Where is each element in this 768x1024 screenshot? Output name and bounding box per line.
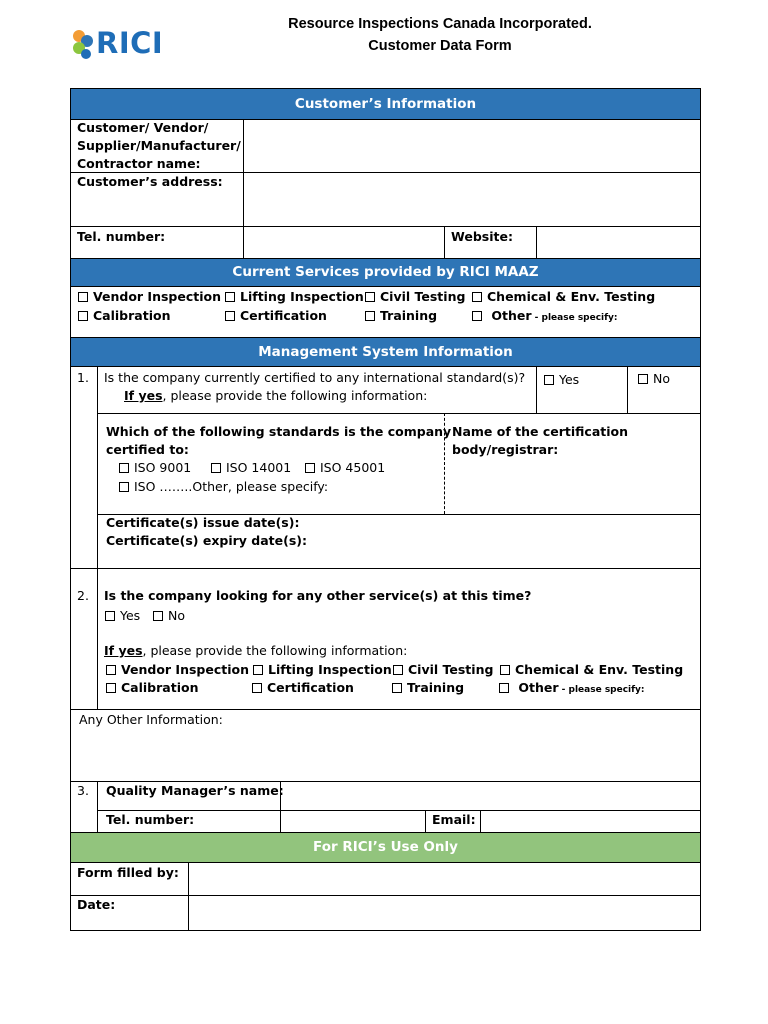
form-title: Customer Data Form [368,38,512,54]
checkbox-icon[interactable] [253,665,263,675]
q2-service-lifting-inspection[interactable]: Lifting Inspection [253,661,392,679]
q2-question: Is the company looking for any other service(s) at this time? [104,588,532,603]
service-other[interactable]: Other - please specify: [472,307,618,327]
rici-emblem-icon [70,28,98,62]
q1-no-option[interactable]: No [638,370,670,388]
office-use-header: For RICI’s Use Only [70,832,701,863]
customer-address-field[interactable] [244,173,700,226]
quality-manager-email-label: Email: [432,812,476,827]
checkbox-icon[interactable] [225,311,235,321]
service-certification[interactable]: Certification [225,307,327,325]
service-training[interactable]: Training [365,307,437,325]
tel-number-field[interactable] [244,227,444,258]
checkbox-icon[interactable] [472,311,482,321]
checkbox-icon[interactable] [78,311,88,321]
website-field[interactable] [537,227,700,258]
form-filled-by-field[interactable] [189,864,700,895]
quality-manager-email-field[interactable] [481,811,700,832]
q2-if-yes: If yes, please provide the following information: [104,643,408,658]
management-header: Management System Information [70,337,701,367]
q2-yes-option[interactable]: Yes [105,607,140,625]
service-chemical-env-testing[interactable]: Chemical & Env. Testing [472,288,655,306]
customer-name-label-1: Customer/ Vendor/ [77,120,209,135]
q3-number: 3. [77,783,89,798]
standards-question-2: certified to: [106,442,189,457]
standard-iso-9001[interactable]: ISO 9001 [119,459,191,477]
checkbox-icon[interactable] [78,292,88,302]
expiry-date-label: Certificate(s) expiry date(s): [106,533,307,548]
customer-info-header: Customer’s Information [70,88,701,120]
q2-number: 2. [77,588,89,603]
customer-name-label-2: Supplier/Manufacturer/ [77,138,241,153]
service-civil-testing[interactable]: Civil Testing [365,288,465,306]
checkbox-icon[interactable] [365,292,375,302]
checkbox-icon[interactable] [119,463,129,473]
quality-manager-tel-field[interactable] [281,811,425,832]
checkbox-icon[interactable] [392,683,402,693]
q1-yes-option[interactable]: Yes [544,371,579,389]
q1-if-yes: If yes, please provide the following information: [124,388,428,403]
standard-iso-other[interactable]: ISO ……..Other, please specify: [119,478,328,496]
registrar-label-2: body/registrar: [452,442,559,457]
checkbox-icon[interactable] [638,374,648,384]
service-lifting-inspection[interactable]: Lifting Inspection [225,288,364,306]
checkbox-icon[interactable] [393,665,403,675]
checkbox-icon[interactable] [119,482,129,492]
other-information-field[interactable] [71,730,700,780]
quality-manager-tel-label: Tel. number: [106,812,195,827]
customer-name-field[interactable] [244,121,700,172]
form-filled-by-label: Form filled by: [77,865,179,880]
q2-no-option[interactable]: No [153,607,185,625]
website-label: Website: [451,229,513,244]
checkbox-icon[interactable] [472,292,482,302]
checkbox-icon[interactable] [499,683,509,693]
q2-service-civil-testing[interactable]: Civil Testing [393,661,493,679]
checkbox-icon[interactable] [305,463,315,473]
company-name: Resource Inspections Canada Incorporated. [288,16,592,32]
q2-service-chemical-env-testing[interactable]: Chemical & Env. Testing [500,661,683,679]
checkbox-icon[interactable] [153,611,163,621]
checkbox-icon[interactable] [211,463,221,473]
tel-number-label: Tel. number: [77,229,166,244]
q2-service-training[interactable]: Training [392,679,464,697]
date-field[interactable] [189,896,700,930]
checkbox-icon[interactable] [500,665,510,675]
q1-number: 1. [77,370,89,385]
checkbox-icon[interactable] [365,311,375,321]
checkbox-icon[interactable] [105,611,115,621]
issue-date-label: Certificate(s) issue date(s): [106,515,300,530]
standard-iso-45001[interactable]: ISO 45001 [305,459,385,477]
services-header: Current Services provided by RICI MAAZ [70,258,701,287]
standards-question-1: Which of the following standards is the company [106,424,452,439]
date-label: Date: [77,897,116,912]
quality-manager-name-field[interactable] [281,782,700,810]
q2-service-vendor-inspection[interactable]: Vendor Inspection [106,661,249,679]
customer-address-label: Customer’s address: [77,174,223,189]
q2-service-certification[interactable]: Certification [252,679,354,697]
other-information-label: Any Other Information: [79,712,223,727]
registrar-label-1: Name of the certification [452,424,629,439]
q2-service-other[interactable]: Other - please specify: [499,679,645,699]
q1-question: Is the company currently certified to any international standard(s)? [104,370,526,385]
customer-name-label-3: Contractor name: [77,156,201,171]
service-vendor-inspection[interactable]: Vendor Inspection [78,288,221,306]
checkbox-icon[interactable] [106,665,116,675]
standard-iso-14001[interactable]: ISO 14001 [211,459,291,477]
q2-service-calibration[interactable]: Calibration [106,679,198,697]
quality-manager-name-label: Quality Manager’s name: [106,783,284,798]
checkbox-icon[interactable] [106,683,116,693]
checkbox-icon[interactable] [225,292,235,302]
service-calibration[interactable]: Calibration [78,307,170,325]
checkbox-icon[interactable] [252,683,262,693]
logo-wordmark: RICI [96,26,164,60]
checkbox-icon[interactable] [544,375,554,385]
